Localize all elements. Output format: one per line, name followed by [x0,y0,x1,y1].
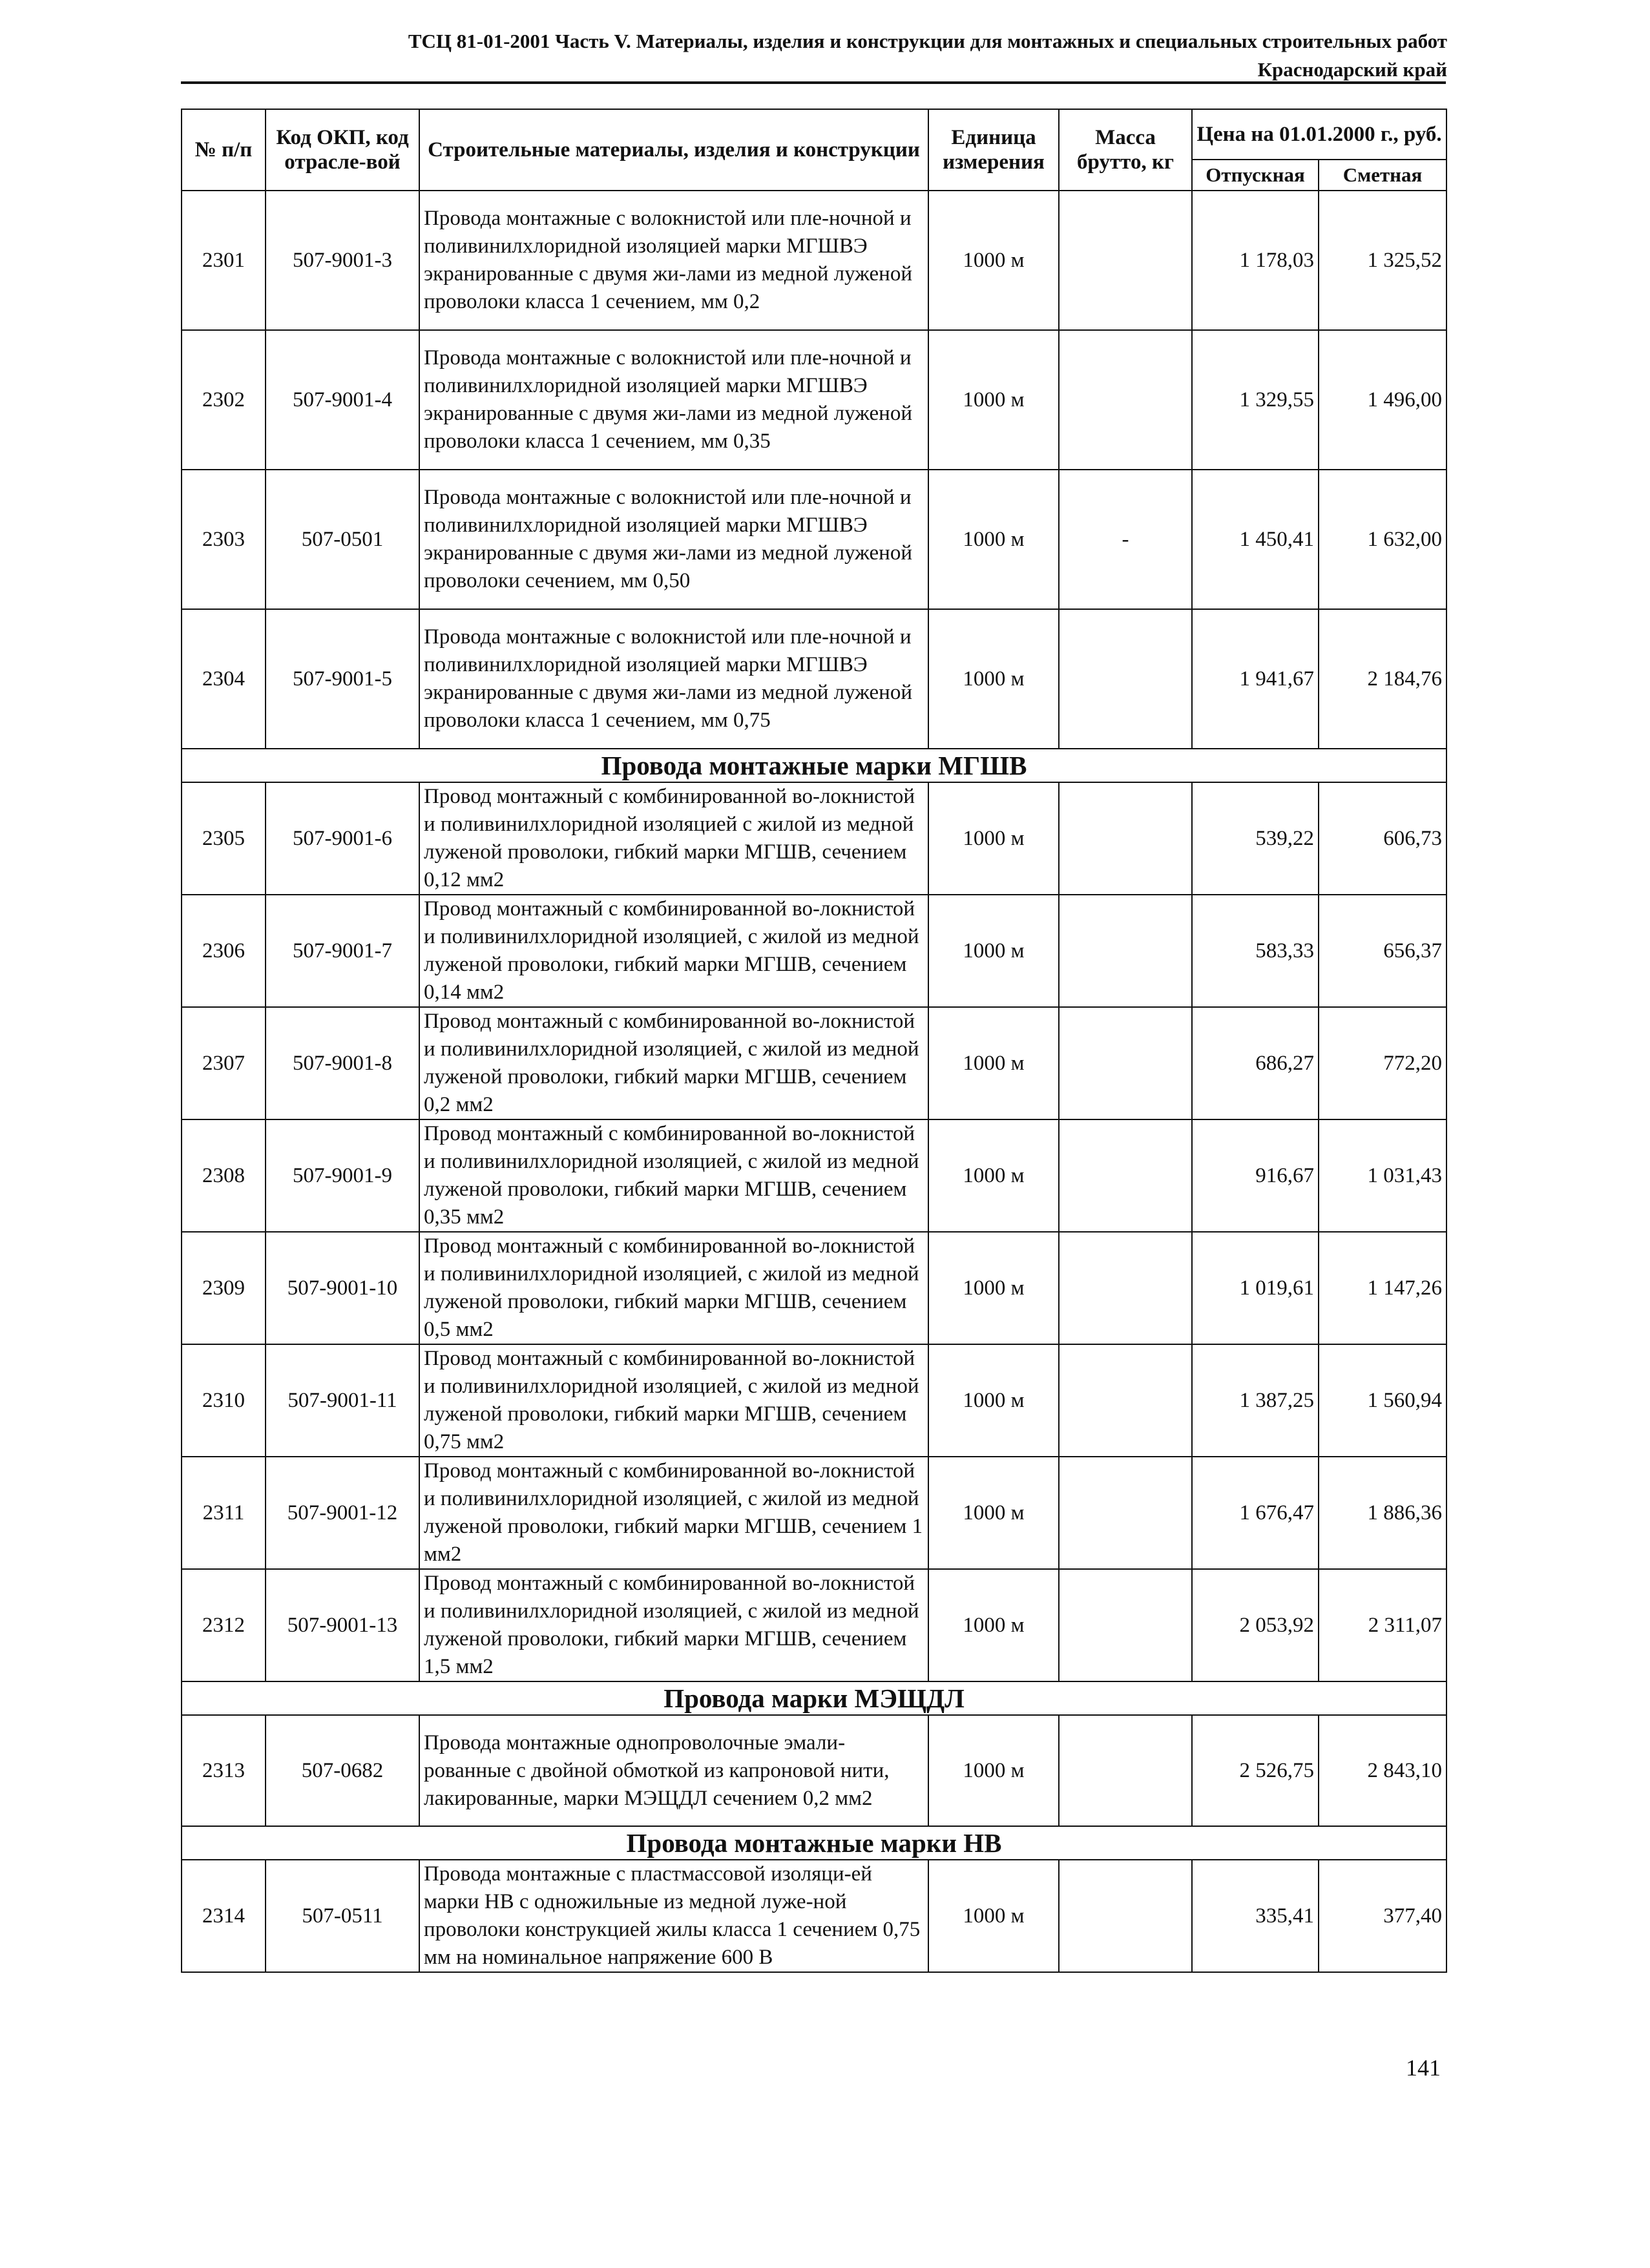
release-price: 1 329,55 [1192,330,1319,470]
row-number: 2312 [182,1569,266,1681]
table-row [182,1007,1446,1119]
estimate-price: 2 843,10 [1319,1715,1446,1826]
release-price: 1 178,03 [1192,191,1319,330]
okp-code: 507-9001-4 [266,330,419,470]
page-number: 141 [1406,2055,1441,2081]
gross-mass [1059,609,1192,749]
col-header-mass: Масса брутто, кг [1059,109,1192,191]
unit-of-measure: 1000 м [928,609,1059,749]
estimate-price: 1 496,00 [1319,330,1446,470]
col-header-materials: Строительные материалы, изделия и конструкции [419,109,928,191]
material-description: Провода монтажные с пластмассовой изоляци-ей марки НВ с одножильные из медной луже-ной проволоки конструкцией жилы класса 1 сечением 0,75 мм на номинальное напряжение 600 В [419,1860,928,1972]
estimate-price: 2 311,07 [1319,1569,1446,1681]
material-description: Провод монтажный с комбинированной во-локнистой и поливинилхлоридной изоляцией с жилой из медной луженой проволоки, гибкий марки МГШВ, сечением 0,12 мм2 [419,782,928,895]
section-title: Провода монтажные марки МГШВ [182,749,1446,782]
material-description: Провода монтажные с волокнистой или пле-ночной и поливинилхлоридной изоляцией марки МГШВЭ экранированные с двумя жи-лами из медной луженой проволоки класса 1 сечением, мм 0,35 [419,330,928,470]
section-title: Провода марки МЭЩДЛ [182,1681,1446,1715]
section-row [182,1826,1446,1860]
table-row [182,1119,1446,1232]
estimate-price: 656,37 [1319,895,1446,1007]
release-price: 916,67 [1192,1119,1319,1232]
release-price: 686,27 [1192,1007,1319,1119]
col-header-unit: Единица измерения [928,109,1059,191]
header-region: Краснодарский край [1257,58,1447,81]
release-price: 335,41 [1192,1860,1319,1972]
release-price: 1 387,25 [1192,1344,1319,1457]
gross-mass [1059,191,1192,330]
row-number: 2302 [182,330,266,470]
release-price: 1 941,67 [1192,609,1319,749]
table-row [182,782,1446,895]
gross-mass [1059,1569,1192,1681]
material-description: Провод монтажный с комбинированной во-локнистой и поливинилхлоридной изоляцией, с жилой из медной луженой проволоки, гибкий марки МГШВ, сечением 0,75 мм2 [419,1344,928,1457]
row-number: 2307 [182,1007,266,1119]
table-row [182,1457,1446,1569]
okp-code: 507-9001-9 [266,1119,419,1232]
estimate-price: 1 560,94 [1319,1344,1446,1457]
header-title: ТСЦ 81-01-2001 Часть V. Материалы, изделия и конструкции для монтажных и специальных строительных работ [408,30,1447,52]
estimate-price: 1 325,52 [1319,191,1446,330]
table-row [182,330,1446,470]
table-row [182,1860,1446,1972]
material-description: Провода монтажные с волокнистой или пле-ночной и поливинилхлоридной изоляцией марки МГШВЭ экранированные с двумя жи-лами из медной луженой проволоки класса 1 сечением, мм 0,75 [419,609,928,749]
estimate-price: 1 632,00 [1319,470,1446,609]
col-header-code: Код ОКП, код отрасле-вой [266,109,419,191]
okp-code: 507-9001-7 [266,895,419,1007]
table-header [182,109,1446,191]
release-price: 1 019,61 [1192,1232,1319,1344]
header-rule [181,81,1446,84]
material-description: Провод монтажный с комбинированной во-локнистой и поливинилхлоридной изоляцией, с жилой из медной луженой проволоки, гибкий марки МГШВ, сечением 0,14 мм2 [419,895,928,1007]
okp-code: 507-9001-3 [266,191,419,330]
table-row [182,1569,1446,1681]
table-row [182,1715,1446,1826]
table-row [182,895,1446,1007]
row-number: 2308 [182,1119,266,1232]
unit-of-measure: 1000 м [928,1860,1059,1972]
unit-of-measure: 1000 м [928,782,1059,895]
price-table [181,109,1447,1973]
okp-code: 507-0501 [266,470,419,609]
estimate-price: 1 031,43 [1319,1119,1446,1232]
release-price: 583,33 [1192,895,1319,1007]
unit-of-measure: 1000 м [928,1457,1059,1569]
material-description: Провода монтажные с волокнистой или пле-ночной и поливинилхлоридной изоляцией марки МГШВЭ экранированные с двумя жи-лами из медной луженой проволоки сечением, мм 0,50 [419,470,928,609]
gross-mass [1059,782,1192,895]
row-number: 2309 [182,1232,266,1344]
table-row [182,1344,1446,1457]
gross-mass [1059,1860,1192,1972]
unit-of-measure: 1000 м [928,1119,1059,1232]
row-number: 2303 [182,470,266,609]
table-row [182,470,1446,609]
unit-of-measure: 1000 м [928,1007,1059,1119]
material-description: Провод монтажный с комбинированной во-локнистой и поливинилхлоридной изоляцией, с жилой из медной луженой проволоки, гибкий марки МГШВ, сечением 1 мм2 [419,1457,928,1569]
page-header [181,27,1447,84]
estimate-price: 377,40 [1319,1860,1446,1972]
section-row [182,749,1446,782]
unit-of-measure: 1000 м [928,895,1059,1007]
estimate-price: 772,20 [1319,1007,1446,1119]
unit-of-measure: 1000 м [928,1344,1059,1457]
gross-mass [1059,1007,1192,1119]
row-number: 2314 [182,1860,266,1972]
table-body [182,191,1446,1972]
gross-mass: - [1059,470,1192,609]
unit-of-measure: 1000 м [928,330,1059,470]
release-price: 1 450,41 [1192,470,1319,609]
okp-code: 507-9001-12 [266,1457,419,1569]
col-header-num: № п/п [182,109,266,191]
okp-code: 507-9001-5 [266,609,419,749]
material-description: Провод монтажный с комбинированной во-локнистой и поливинилхлоридной изоляцией, с жилой из медной луженой проволоки, гибкий марки МГШВ, сечением 1,5 мм2 [419,1569,928,1681]
row-number: 2306 [182,895,266,1007]
estimate-price: 606,73 [1319,782,1446,895]
release-price: 539,22 [1192,782,1319,895]
release-price: 2 053,92 [1192,1569,1319,1681]
gross-mass [1059,1119,1192,1232]
row-number: 2310 [182,1344,266,1457]
gross-mass [1059,1232,1192,1344]
okp-code: 507-9001-6 [266,782,419,895]
table-row [182,1232,1446,1344]
unit-of-measure: 1000 м [928,191,1059,330]
unit-of-measure: 1000 м [928,1569,1059,1681]
unit-of-measure: 1000 м [928,470,1059,609]
okp-code: 507-0511 [266,1860,419,1972]
material-description: Провод монтажный с комбинированной во-локнистой и поливинилхлоридной изоляцией, с жилой из медной луженой проволоки, гибкий марки МГШВ, сечением 0,5 мм2 [419,1232,928,1344]
row-number: 2304 [182,609,266,749]
okp-code: 507-9001-11 [266,1344,419,1457]
release-price: 1 676,47 [1192,1457,1319,1569]
material-description: Провод монтажный с комбинированной во-локнистой и поливинилхлоридной изоляцией, с жилой из медной луженой проволоки, гибкий марки МГШВ, сечением 0,35 мм2 [419,1119,928,1232]
material-description: Провод монтажный с комбинированной во-локнистой и поливинилхлоридной изоляцией, с жилой из медной луженой проволоки, гибкий марки МГШВ, сечением 0,2 мм2 [419,1007,928,1119]
table-row [182,609,1446,749]
gross-mass [1059,330,1192,470]
okp-code: 507-9001-8 [266,1007,419,1119]
okp-code: 507-0682 [266,1715,419,1826]
unit-of-measure: 1000 м [928,1715,1059,1826]
table-row [182,191,1446,330]
gross-mass [1059,1344,1192,1457]
gross-mass [1059,1457,1192,1569]
col-header-estimate: Сметная [1319,160,1446,191]
gross-mass [1059,1715,1192,1826]
release-price: 2 526,75 [1192,1715,1319,1826]
col-header-price-group: Цена на 01.01.2000 г., руб. [1192,109,1446,160]
material-description: Провода монтажные с волокнистой или пле-ночной и поливинилхлоридной изоляцией марки МГШВЭ экранированные с двумя жи-лами из медной луженой проволоки класса 1 сечением, мм 0,2 [419,191,928,330]
section-title: Провода монтажные марки НВ [182,1826,1446,1860]
section-row [182,1681,1446,1715]
okp-code: 507-9001-13 [266,1569,419,1681]
estimate-price: 1 886,36 [1319,1457,1446,1569]
estimate-price: 2 184,76 [1319,609,1446,749]
okp-code: 507-9001-10 [266,1232,419,1344]
row-number: 2313 [182,1715,266,1826]
unit-of-measure: 1000 м [928,1232,1059,1344]
material-description: Провода монтажные однопроволочные эмали-рованные с двойной обмоткой из капроновой нити, лакированные, марки МЭЩДЛ сечением 0,2 мм2 [419,1715,928,1826]
gross-mass [1059,895,1192,1007]
estimate-price: 1 147,26 [1319,1232,1446,1344]
row-number: 2311 [182,1457,266,1569]
row-number: 2305 [182,782,266,895]
row-number: 2301 [182,191,266,330]
col-header-release: Отпускная [1192,160,1319,191]
